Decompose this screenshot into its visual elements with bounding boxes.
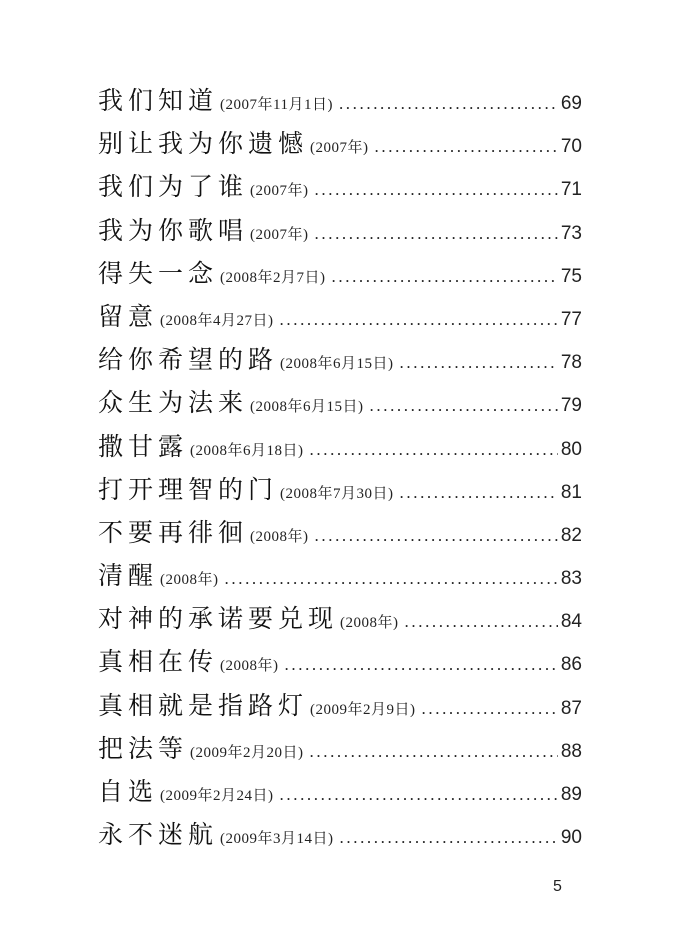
toc-entry [98, 211, 582, 254]
entry-date: (2007年) [250, 226, 309, 243]
toc-entry [98, 383, 582, 426]
toc-entry [98, 297, 582, 340]
entry-date: (2007年11月1日) [220, 97, 333, 113]
entry-date: (2008年7月30日) [280, 485, 394, 502]
entry-date: (2008年) [340, 615, 399, 632]
entry-title: 永不迷航 [98, 820, 219, 850]
entry-title: 撒甘露 [98, 431, 189, 461]
table-of-contents [98, 81, 582, 858]
entry-date: (2009年2月20日) [190, 744, 304, 761]
dot-leader [315, 180, 558, 200]
entry-date: (2009年3月14日) [220, 831, 334, 848]
toc-entry [98, 599, 582, 642]
toc-entry [98, 340, 582, 383]
dot-leader [405, 612, 558, 632]
entry-title: 对神的承诺要兑现 [98, 604, 339, 634]
entry-page-number: 71 [560, 179, 582, 201]
entry-date: (2009年2月9日) [310, 701, 416, 718]
entry-page-number: 89 [560, 784, 582, 805]
entry-page-number: 70 [560, 136, 582, 158]
entry-title: 真相就是指路灯 [98, 690, 309, 720]
entry-title: 自选 [98, 777, 159, 806]
dot-leader [339, 94, 558, 114]
toc-entry [98, 254, 582, 297]
entry-date: (2007年) [250, 183, 309, 200]
entry-title: 我们知道 [98, 86, 219, 115]
toc-entry [98, 556, 582, 599]
entry-page-number: 86 [560, 654, 582, 676]
entry-title: 不要再徘徊 [98, 517, 249, 547]
entry-date: (2008年4月27日) [160, 312, 274, 329]
toc-entry [98, 513, 582, 556]
dot-leader [340, 828, 558, 848]
toc-entry [98, 815, 582, 858]
entry-date: (2009年2月24日) [160, 788, 274, 804]
dot-leader [400, 353, 558, 373]
toc-entry [98, 427, 582, 470]
page-number: 5 [553, 878, 562, 895]
entry-date: (2008年6月18日) [190, 442, 304, 459]
dot-leader [370, 396, 558, 416]
entry-date: (2008年) [250, 528, 309, 545]
entry-page-number: 75 [560, 265, 582, 287]
entry-page-number: 73 [560, 222, 582, 244]
entry-page-number: 84 [560, 611, 582, 633]
entry-page-number: 80 [560, 438, 582, 460]
entry-page-number: 83 [560, 568, 582, 590]
dot-leader [310, 440, 558, 460]
entry-date: (2008年) [160, 572, 219, 589]
entry-title: 我为你歌唱 [98, 215, 249, 245]
entry-title: 把法等 [98, 733, 189, 763]
dot-leader [315, 224, 558, 244]
entry-page-number: 90 [560, 827, 582, 849]
entry-title: 打开理智的门 [98, 474, 279, 504]
entry-title: 给你希望的路 [98, 345, 279, 375]
dot-leader [225, 569, 558, 589]
entry-title: 得失一念 [98, 258, 219, 288]
dot-leader [375, 137, 558, 157]
entry-title: 别让我为你遗憾 [98, 129, 309, 159]
entry-page-number: 88 [560, 740, 582, 762]
dot-leader [310, 742, 558, 762]
entry-date: (2008年6月15日) [250, 399, 364, 416]
dot-leader [332, 267, 558, 287]
entry-title: 真相在传 [98, 647, 219, 677]
entry-page-number: 87 [560, 697, 582, 719]
entry-date: (2008年2月7日) [220, 269, 326, 286]
dot-leader [422, 699, 558, 719]
dot-leader [400, 483, 558, 503]
entry-title: 留意 [98, 301, 159, 331]
toc-entry [98, 81, 582, 124]
entry-page-number: 78 [560, 352, 582, 374]
entry-title: 清醒 [98, 561, 159, 591]
entry-page-number: 69 [560, 93, 582, 114]
entry-date: (2008年6月15日) [280, 356, 394, 373]
toc-entry [98, 686, 582, 729]
entry-page-number: 82 [560, 524, 582, 546]
dot-leader [280, 310, 558, 330]
entry-page-number: 81 [560, 481, 582, 503]
toc-entry [98, 124, 582, 167]
dot-leader [315, 526, 558, 546]
entry-date: (2007年) [310, 140, 369, 157]
dot-leader [280, 785, 558, 805]
toc-entry [98, 642, 582, 685]
toc-entry [98, 772, 582, 815]
toc-entry [98, 167, 582, 210]
entry-page-number: 77 [560, 308, 582, 330]
entry-title: 我们为了谁 [98, 172, 249, 202]
entry-date: (2008年) [220, 658, 279, 675]
dot-leader [285, 655, 558, 675]
toc-entry [98, 470, 582, 513]
toc-entry [98, 729, 582, 772]
entry-title: 众生为法来 [98, 388, 249, 418]
entry-page-number: 79 [560, 395, 582, 417]
